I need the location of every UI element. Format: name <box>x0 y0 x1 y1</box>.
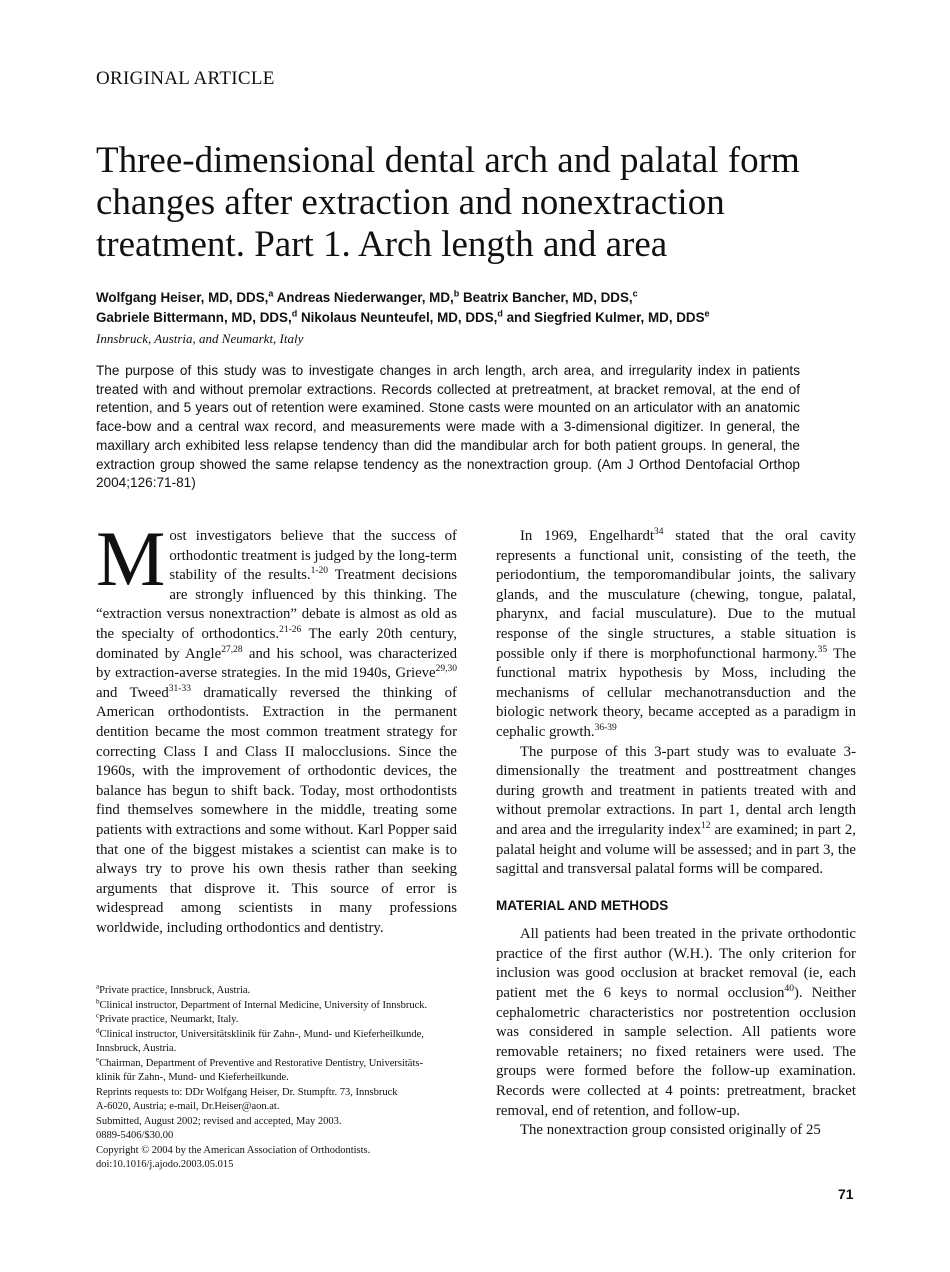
footnote-text: Submitted, August 2002; revised and accepted, May 2003. <box>96 1115 342 1127</box>
citation: 12 <box>701 820 711 831</box>
article-title: Three-dimensional dental arch and palatal form changes after extraction and nonextraction treatment. Part 1. Arch length and area <box>96 140 800 265</box>
footnote-mark: c <box>96 1013 100 1020</box>
citation: 31-33 <box>168 683 191 694</box>
paragraph <box>496 527 856 743</box>
footnote <box>96 1071 464 1086</box>
author-name: Nikolaus Neunteufel, MD, DDS, <box>300 310 498 325</box>
section-heading: MATERIAL AND METHODS <box>496 897 669 913</box>
footnote <box>96 1042 464 1057</box>
author-mark: d <box>497 308 503 319</box>
text-run: The functional matrix hypothesis by Moss, including the mechanisms of cellular mechanotransduction and the biologic network theory, became accepted as a paradigm in cephalic growth. <box>496 645 857 740</box>
footnote-text: Chairman, Department of Preventive and Restorative Dentistry, Universitäts- <box>99 1057 423 1069</box>
footnote-mark: b <box>96 998 100 1005</box>
footnote <box>96 1013 464 1028</box>
footnote-text: 0889-5406/$30.00 <box>96 1130 174 1141</box>
text-run: The early 20th century, dominated by Angle <box>96 625 457 662</box>
footnote-text: Reprints requests to: DDr Wolfgang Heiser, Dr. Stumpftr. 73, Innsbruck <box>96 1086 398 1098</box>
text-run: The purpose of this 3-part study was to evaluate 3-dimensionally the treatment and posttreatment changes during growth and treatment in patients treated with and without premolar extractions. In part 1, dental arch length and area and the irregularity index <box>496 743 856 838</box>
footnote-text: Private practice, Neumarkt, Italy. <box>99 1014 239 1025</box>
text-run: All patients had been treated in the private orthodontic practice of the first author (W.H.). The only criterion for inclusion was good occlusion at bracket removal (ie, each patient met the 6 keys to normal occlusion <box>496 926 856 1002</box>
author-and: and <box>506 310 531 325</box>
author-mark: b <box>453 288 460 299</box>
text-run: ost investigators believe that the success of orthodontic treatment is judged by the long-term stability of the results. <box>169 528 458 584</box>
author-name: Andreas Niederwanger, MD, <box>276 290 454 305</box>
footnote-text: Private practice, Innsbruck, Austria. <box>99 985 251 996</box>
citation: 34 <box>653 527 664 538</box>
text-run: ). Neither cephalometric characteristics nor postretention occlusion was considered in sample selection. All patients wore removable retainers; no fixed retainers were used. The groups were formed before the follow-up examination. Records were collected at 4 points: pretreatment, bracket removal, end of retention, and follow-up. <box>496 985 857 1119</box>
author-list <box>96 288 876 328</box>
footnote <box>96 1144 464 1159</box>
footnote <box>96 999 464 1014</box>
author-name: Beatrix Bancher, MD, DDS, <box>462 290 633 305</box>
citation: 36-39 <box>594 723 617 734</box>
right-column <box>496 527 856 1141</box>
section-label: ORIGINAL ARTICLE <box>96 68 275 89</box>
text-run: and Tweed <box>96 684 169 701</box>
drop-cap: M <box>96 515 166 602</box>
citation: 40 <box>784 984 794 995</box>
footnote-text: Innsbruck, Austria. <box>96 1043 177 1054</box>
footnote-text: A-6020, Austria; e-mail, Dr.Heiser@aon.at. <box>96 1101 280 1112</box>
author-mark: c <box>632 288 638 299</box>
footnote <box>96 1158 464 1173</box>
text-run: stated that the oral cavity represents a functional unit, consisting of the teeth, the periodontium, the temporomandibular joints, the salivary glands, and the musculature (chewing, tongue, palatal, pharynx, and facial musculature). Due to the mutual response of the single structures, a stable situation is possible only if there is morphofunctional harmony. <box>496 528 857 662</box>
footnote-text: Copyright © 2004 by the American Association of Orthodontists. <box>96 1144 371 1156</box>
citation: 29,30 <box>435 664 457 675</box>
text-run: Treatment decisions are strongly influenced by this thinking. The “extraction versus nonextraction” debate is almost as old as the specialty of orthodontics. <box>96 567 457 642</box>
footnote-mark: a <box>96 984 100 991</box>
author-name: Wolfgang Heiser, MD, DDS, <box>96 290 269 305</box>
page-number: 71 <box>838 1186 854 1202</box>
footnote-mark: e <box>96 1056 100 1063</box>
text-run: are examined; in part 2, palatal height and volume will be assessed; and in part 3, the sagittal and transversal palatal forms will be compared. <box>496 821 856 878</box>
footnote <box>96 1057 464 1072</box>
footnotes <box>96 984 464 1173</box>
citation: 27,28 <box>221 644 243 655</box>
text-run: In 1969, Engelhardt <box>520 528 654 544</box>
author-mark: d <box>291 308 298 319</box>
footnote <box>96 1100 464 1115</box>
footnote-text: klinik für Zahn-, Mund- und Kieferheilkunde. <box>96 1072 289 1083</box>
abstract: The purpose of this study was to investigate changes in arch length, arch area, and irregularity index in patients treated with and without premolar extractions. Records collected at pretreatment, at bracket removal, at the end of retention, and 5 years out of retention were examined. Stone casts were mounted on an articulator with an anatomic face-bow and a central wax record, and measurements were made with a 3-dimensional digitizer. In general, the maxillary arch exhibited less relapse tendency than did the mandibular arch for both patient groups. In general, the extraction group showed the same relapse tendency as the nonextraction group. (Am J Orthod Dentofacial Orthop 2004;126:71-81) <box>96 363 800 491</box>
text-run: and his school, was characterized by extraction-averse strategies. In the mid 1940s, Grieve <box>96 645 457 682</box>
affiliation: Innsbruck, Austria, and Neumarkt, Italy <box>96 331 304 346</box>
footnote <box>96 984 464 999</box>
text-run: dramatically reversed the thinking of American orthodontists. Extraction in the permanent dentition became the most common treatment strategy for correcting Class I and Class II malocclusions. Since the 1960s, with the improvement of orthodontic devices, the balance has begun to shift back. Today, most orthodontists find themselves somewhere in the middle, treating some patients with extractions and some without. Karl Popper said that one of the biggest mistakes a scientist can make is to always try to prove his own thesis rather than seeking arguments that disprove it. This source of error is widespread among scientists in many professions worldwide, including orthodontics and dentistry. <box>96 684 457 936</box>
paragraph <box>496 743 856 880</box>
author-mark: e <box>704 308 710 319</box>
footnote <box>96 1115 464 1130</box>
footnote-text: Clinical instructor, Department of Internal Medicine, University of Innsbruck. <box>99 999 428 1011</box>
footnote <box>96 1129 464 1144</box>
footnote <box>96 1028 464 1043</box>
author-name: Gabriele Bittermann, MD, DDS, <box>96 310 292 325</box>
citation: 35 <box>817 644 828 655</box>
paragraph: The nonextraction group consisted originally of 25 <box>520 1122 821 1139</box>
footnote-text: Clinical instructor, Universitätsklinik für Zahn-, Mund- und Kieferheilkunde, <box>99 1028 424 1040</box>
footnote <box>96 1086 464 1101</box>
author-name: Siegfried Kulmer, MD, DDS <box>534 310 705 325</box>
left-column <box>96 515 458 938</box>
citation: 1-20 <box>310 566 329 577</box>
citation: 21-26 <box>279 625 302 636</box>
intro-paragraph <box>96 515 458 938</box>
footnote-text: doi:10.1016/j.ajodo.2003.05.015 <box>96 1159 234 1170</box>
paragraph <box>496 925 856 1121</box>
footnote-mark: d <box>96 1027 100 1034</box>
author-mark: a <box>268 288 274 299</box>
